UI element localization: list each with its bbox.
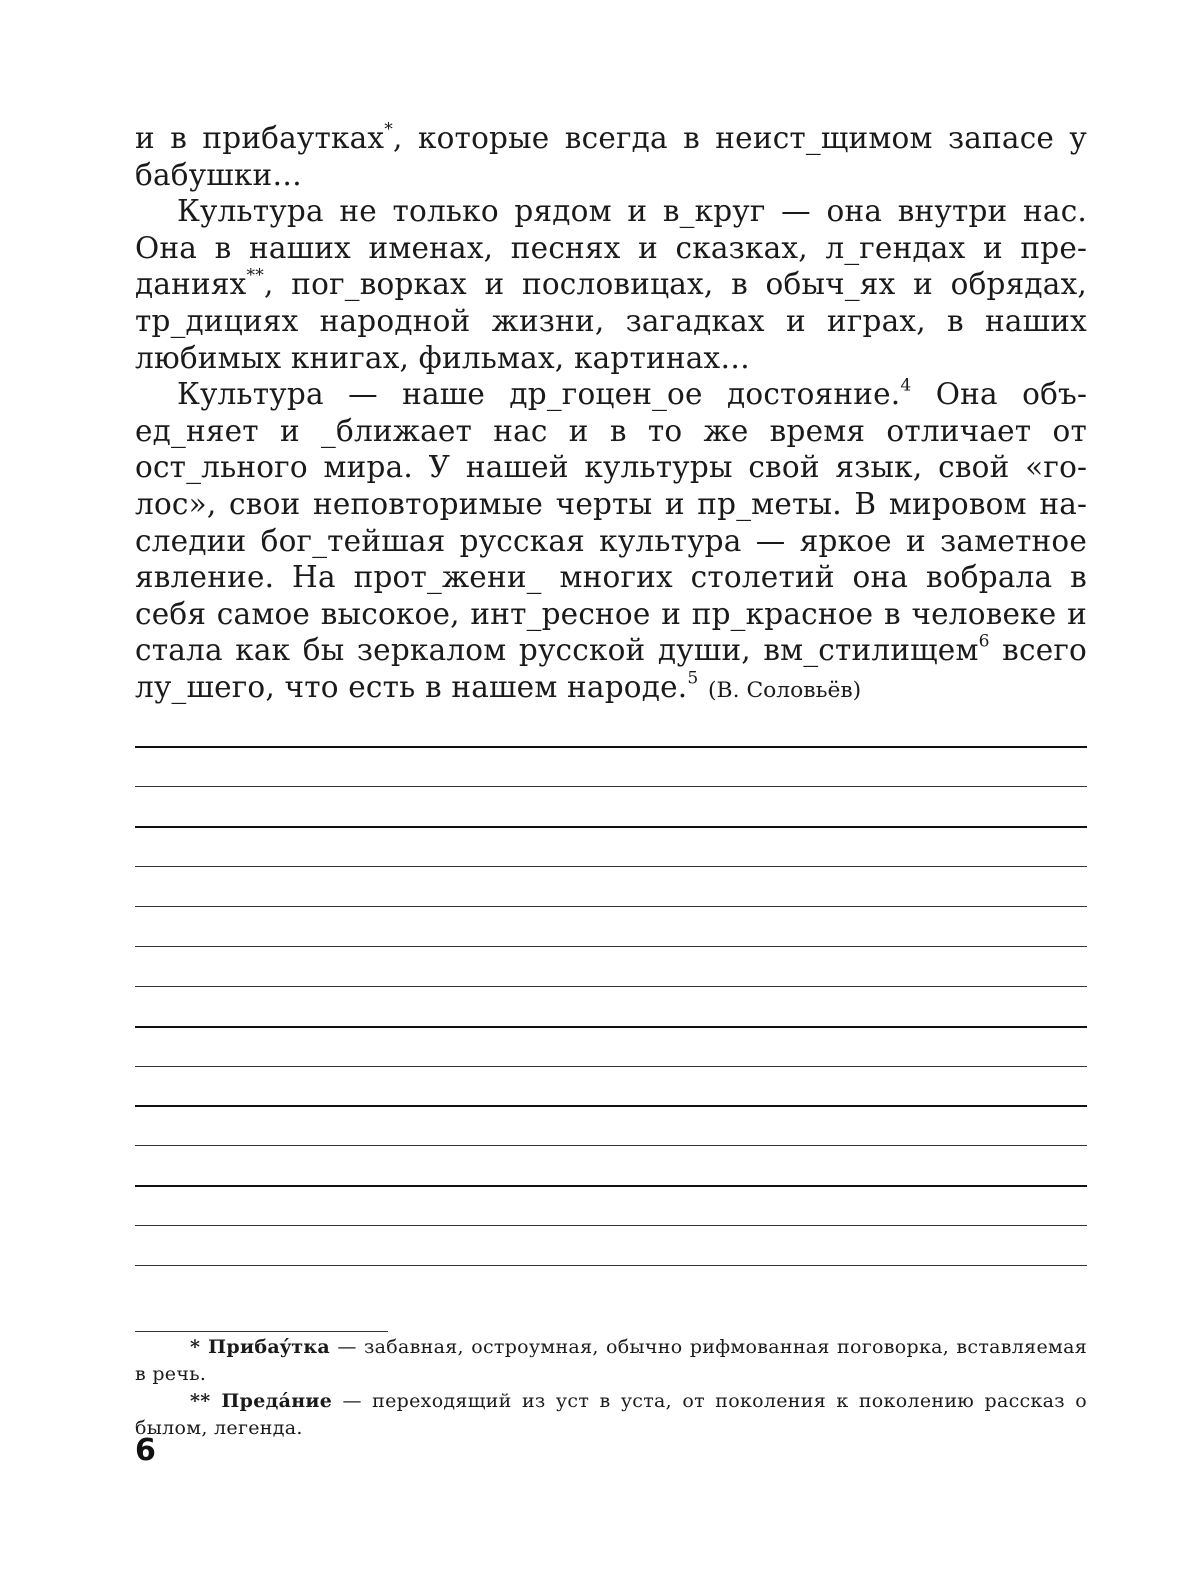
footnote-2 bbox=[135, 1388, 1087, 1442]
footnote-1-marker: * bbox=[190, 1336, 201, 1358]
writing-line[interactable] bbox=[135, 866, 1087, 867]
writing-line[interactable] bbox=[135, 1105, 1087, 1107]
footnote-1-definition: — забавная, остроумная, обычно рифмованная поговорка, вставляемая в речь. bbox=[135, 1336, 1087, 1385]
footnote-ref-5: 5 bbox=[687, 668, 699, 689]
writing-line[interactable] bbox=[135, 826, 1087, 828]
footnote-2-marker: ** bbox=[190, 1390, 211, 1412]
paragraph-3-text-b: Она объед_няет и _ближает нас и в то же время отличает от ост_льного мира. У нашей культуры свой язык, свой «голос», свои неповторимые черты и пр_меты. В мировом наследии бог_тейшая русская культура — яркое и заметное явление. На прот_жени_ многих столетий она вобрала в себя самое высокое, инт_ресное и пр_красное в человеке и стала как бы зеркалом русской души, вм_стилищем bbox=[135, 377, 1087, 668]
footnote-ref-2: ** bbox=[246, 266, 265, 287]
writing-line[interactable] bbox=[135, 946, 1087, 947]
paragraph-3-text-c: всего лу_шего, что есть в нашем народе. bbox=[135, 633, 1087, 704]
footnote-1-term: Прибаýтка bbox=[208, 1336, 331, 1358]
writing-line[interactable] bbox=[135, 746, 1087, 748]
paragraph-1-text-b: , которые всегда в неист_щимом запасе у бабушки… bbox=[135, 121, 1087, 192]
footnote-ref-6: 6 bbox=[978, 631, 990, 652]
footnote-2-term: Предáние bbox=[221, 1390, 333, 1412]
footnotes bbox=[135, 1334, 1087, 1442]
paragraph-1-text-a: и в прибаутках bbox=[135, 121, 385, 155]
author-attribution: (В. Соловьёв) bbox=[708, 677, 862, 703]
footnote-ref-4: 4 bbox=[900, 375, 912, 396]
writing-line[interactable] bbox=[135, 906, 1087, 907]
footnote-separator bbox=[135, 1331, 388, 1332]
paragraph-2-text-b: , пог_ворках и пословицах, в обыч_ях и обрядах, тр_дициях народной жизни, загадках и играх, в наших любимых книгах, фильмах, картинах… bbox=[135, 267, 1087, 375]
writing-line[interactable] bbox=[135, 1066, 1087, 1067]
writing-line[interactable] bbox=[135, 1145, 1087, 1146]
writing-line[interactable] bbox=[135, 1026, 1087, 1028]
footnote-ref-1: * bbox=[384, 119, 394, 140]
writing-line[interactable] bbox=[135, 786, 1087, 787]
page-number: 6 bbox=[135, 1433, 156, 1468]
paragraph-3-text-a: Культура — наше др_гоцен_ое достояние. bbox=[177, 377, 901, 412]
writing-line[interactable] bbox=[135, 1225, 1087, 1226]
footnote-1 bbox=[135, 1334, 1087, 1388]
paragraph-1 bbox=[135, 120, 1087, 193]
paragraph-2-text-a: Культура не только рядом и в_круг — она внутри нас. Она в наших именах, песнях и сказках, л_гендах и преданиях bbox=[135, 194, 1087, 302]
main-text bbox=[135, 120, 1087, 710]
writing-line[interactable] bbox=[135, 1265, 1087, 1266]
paragraph-2 bbox=[135, 193, 1087, 376]
paragraph-3 bbox=[135, 376, 1087, 709]
footnote-2-definition: — переходящий из уст в уста, от поколения к поколению рассказ о былом, легенда. bbox=[135, 1390, 1087, 1439]
writing-line[interactable] bbox=[135, 986, 1087, 987]
writing-line[interactable] bbox=[135, 1185, 1087, 1187]
